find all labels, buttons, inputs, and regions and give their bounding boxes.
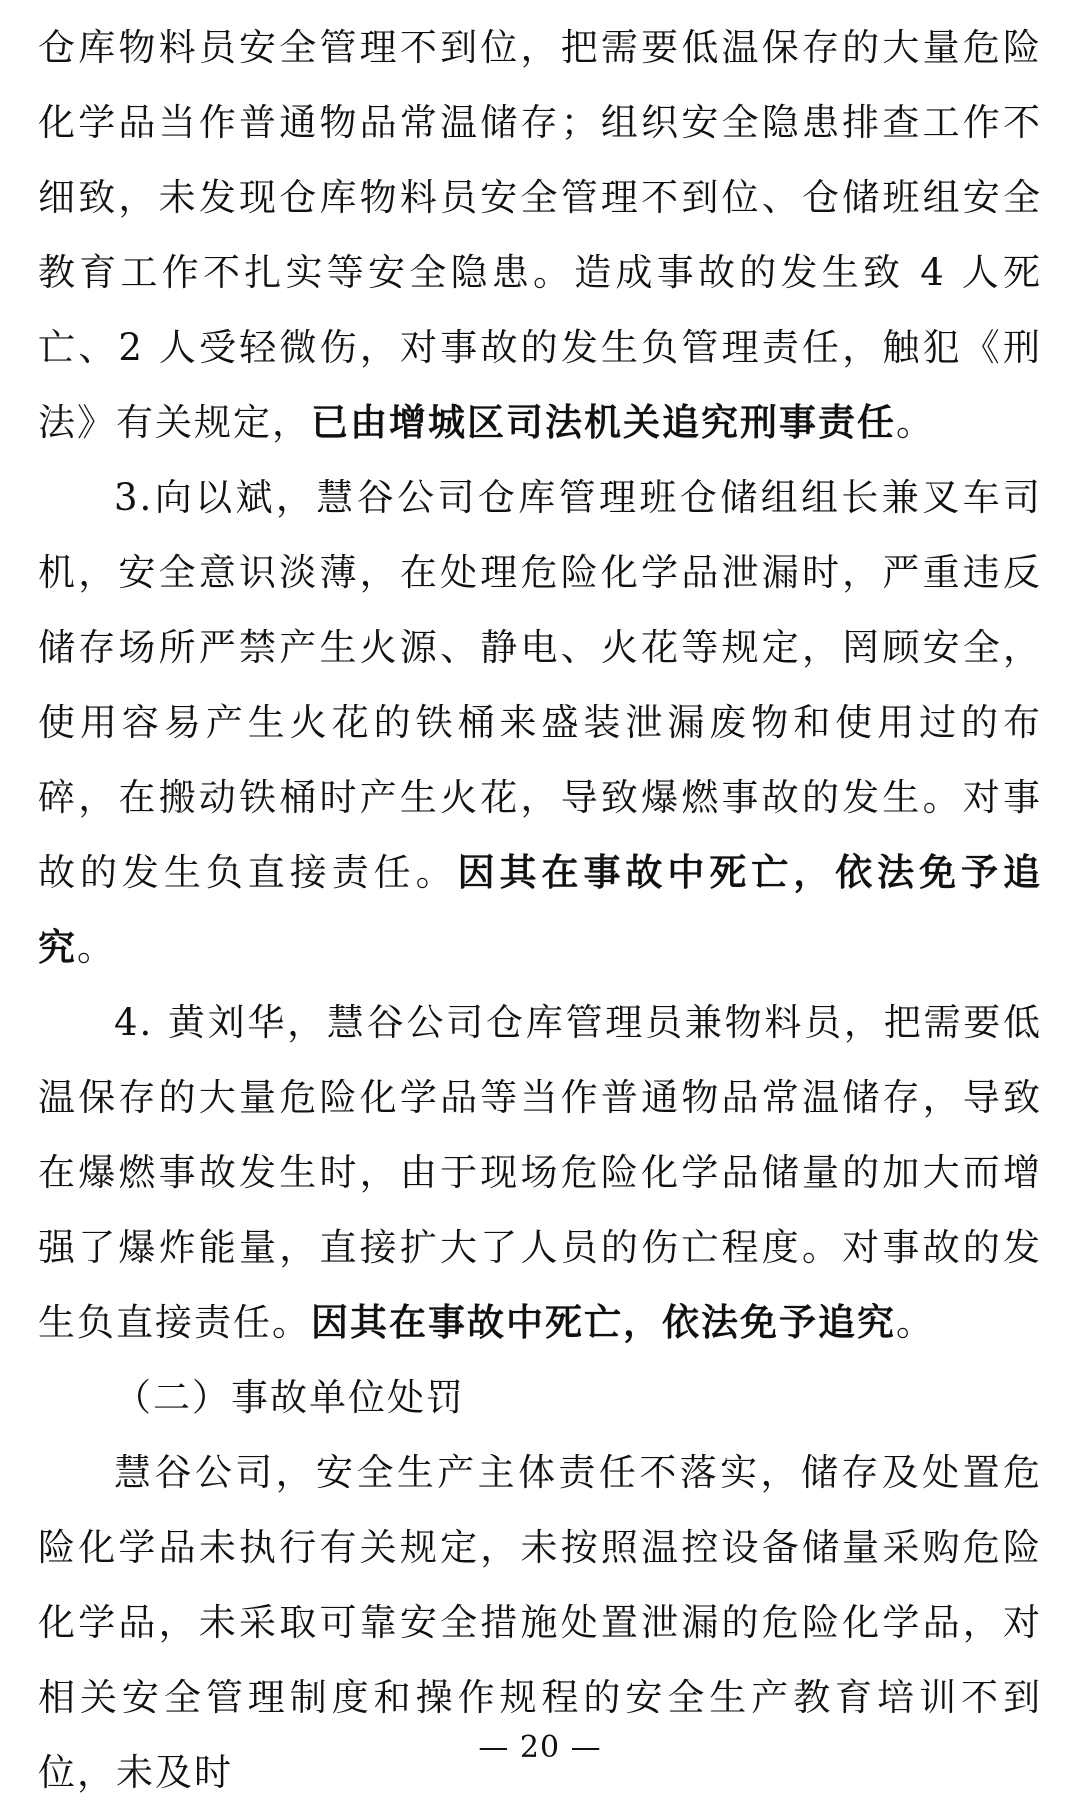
paragraph-bold-text: 已由增城区司法机关追究刑事责任 (311, 400, 896, 444)
paragraph-item-4 (38, 985, 1042, 1360)
paragraph-text: 3.向以斌，慧谷公司仓库管理班仓储组组长兼叉车司机，安全意识淡薄，在处理危险化学品泄漏时，严重违反储存场所严禁产生火源、静电、火花等规定，罔顾安全，使用容易产生火花的铁桶来盛装泄漏废物和使用过的布碎，在搬动铁桶时产生火花，导致爆燃事故的发生。对事故的发生负直接责任。 (38, 476, 1042, 894)
paragraph-text: 仓库物料员安全管理不到位，把需要低温保存的大量危险化学品当作普通物品常温储存；组织安全隐患排查工作不细致，未发现仓库物料员安全管理不到位、仓储班组安全教育工作不扎实等安全隐患。造成事故的发生致 4 人死亡、2 人受轻微伤，对事故的发生负管理责任，触犯《刑法》有关规定， (38, 26, 1042, 444)
paragraph-bold-text: 因其在事故中死亡，依法免予追究 (311, 1300, 896, 1344)
paragraph-item-3 (38, 460, 1042, 985)
paragraph-text: 4. 黄刘华，慧谷公司仓库管理员兼物料员，把需要低温保存的大量危险化学品等当作普通物品常温储存，导致在爆燃事故发生时，由于现场危险化学品储量的加大而增强了爆炸能量，直接扩大了人员的伤亡程度。对事故的发生负直接责任。 (38, 1001, 1042, 1344)
paragraph-bold-text: 因其在事故中死亡，依法免予追究 (38, 850, 1043, 969)
paragraph-end: 。 (77, 926, 116, 969)
paragraph-text: 慧谷公司，安全生产主体责任不落实，储存及处置危险化学品未执行有关规定，未按照温控设备储量采购危险化学品，未采取可靠安全措施处置泄漏的危险化学品，对相关安全管理制度和操作规程的安全生产教育培训不到位，未及时 (38, 1451, 1042, 1794)
section-heading: （二）事故单位处罚 (114, 1376, 465, 1419)
document-body (38, 10, 1042, 1810)
paragraph-end: 。 (896, 401, 935, 444)
paragraph-end: 。 (896, 1301, 935, 1344)
page-number: — 20 — (478, 1730, 602, 1765)
paragraph-responsibility-management (38, 10, 1042, 460)
